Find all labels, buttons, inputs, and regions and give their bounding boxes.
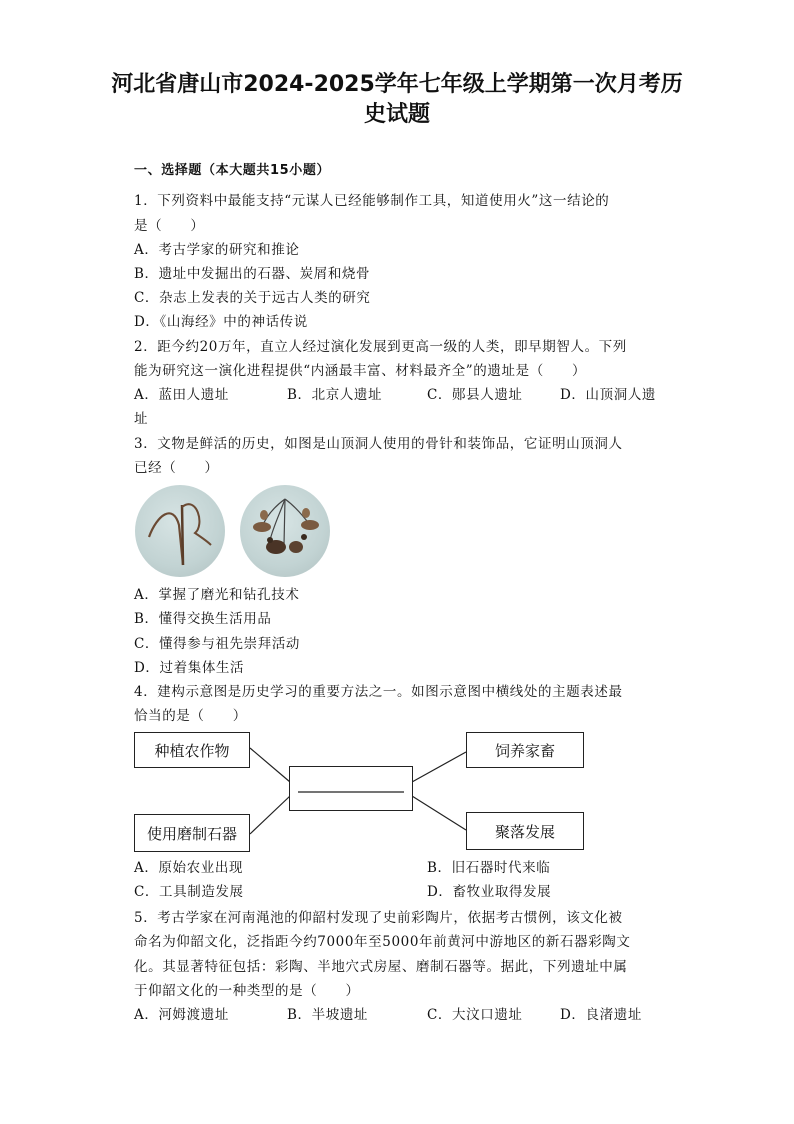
q2-option-c: C．郧县人遗址 bbox=[427, 387, 523, 403]
q2-stem-line1: 2．距今约20万年，直立人经过演化发展到更高一级的人类，即早期智人。下列 bbox=[134, 339, 627, 355]
concept-diagram bbox=[134, 730, 594, 855]
q4-option-a: A．原始农业出现 bbox=[134, 860, 244, 876]
diagram-center-blank-box bbox=[289, 766, 413, 811]
q3-stem-line2: 已经（ ） bbox=[134, 460, 219, 476]
bone-needle-icon bbox=[135, 485, 225, 577]
q1-option-c: C．杂志上发表的关于远古人类的研究 bbox=[134, 290, 371, 306]
q4-option-b: B．旧石器时代来临 bbox=[427, 860, 551, 876]
q4-stem-line2: 恰当的是（ ） bbox=[134, 708, 247, 724]
q4-option-c: C．工具制造发展 bbox=[134, 884, 244, 900]
q3-option-b: B．懂得交换生活用品 bbox=[134, 611, 272, 627]
q3-stem-line1: 3．文物是鲜活的历史，如图是山顶洞人使用的骨针和装饰品，它证明山顶洞人 bbox=[134, 436, 623, 452]
exam-title-line1: 河北省唐山市2024-2025学年七年级上学期第一次月考历 bbox=[111, 72, 683, 97]
q2-option-d-wrap: 址 bbox=[134, 411, 149, 427]
q1-stem-line1: 1．下列资料中最能支持“元谋人已经能够制作工具，知道使用火”这一结论的 bbox=[134, 193, 610, 209]
q5-stem-line3: 化。其显著特征包括：彩陶、半地穴式房屋、磨制石器等。据此，下列遗址中属 bbox=[134, 959, 628, 975]
diagram-box-bottom-left: 使用磨制石器 bbox=[134, 814, 250, 852]
q5-stem-line4: 于仰韶文化的一种类型的是（ ） bbox=[134, 983, 360, 999]
q1-stem-line2: 是（ ） bbox=[134, 218, 205, 234]
ornament-image bbox=[240, 485, 330, 577]
q1-option-d: D．《山海经》中的神话传说 bbox=[134, 314, 308, 330]
section-heading: 一、选择题（本大题共15小题） bbox=[134, 163, 331, 178]
q5-stem-line1: 5．考古学家在河南渑池的仰韶村发现了史前彩陶片，依据考古惯例，该文化被 bbox=[134, 910, 623, 926]
q2-stem-line2: 能为研究这一演化进程提供“内涵最丰富、材料最齐全”的遗址是（ ） bbox=[134, 363, 587, 379]
diagram-box-top-right: 饲养家畜 bbox=[466, 732, 584, 768]
q4-option-d: D．畜牧业取得发展 bbox=[427, 884, 552, 900]
q1-option-a: A．考古学家的研究和推论 bbox=[134, 242, 300, 258]
q5-option-b: B．半坡遗址 bbox=[287, 1007, 369, 1023]
bone-needle-image bbox=[135, 485, 225, 577]
diagram-box-top-left: 种植农作物 bbox=[134, 732, 250, 768]
q5-option-d: D．良渚遗址 bbox=[560, 1007, 642, 1023]
q5-option-a: A．河姆渡遗址 bbox=[134, 1007, 229, 1023]
exam-title-line2: 史试题 bbox=[363, 102, 430, 127]
q3-option-a: A．掌握了磨光和钻孔技术 bbox=[134, 587, 300, 603]
q2-option-b: B．北京人遗址 bbox=[287, 387, 383, 403]
ornament-necklace-icon bbox=[240, 485, 330, 577]
q2-option-d: D．山顶洞人遗 bbox=[560, 387, 657, 403]
diagram-box-bottom-right: 聚落发展 bbox=[466, 812, 584, 850]
q4-stem-line1: 4．建构示意图是历史学习的重要方法之一。如图示意图中横线处的主题表述最 bbox=[134, 684, 623, 700]
q5-option-c: C．大汶口遗址 bbox=[427, 1007, 523, 1023]
q3-option-c: C．懂得参与祖先崇拜活动 bbox=[134, 636, 301, 652]
q3-option-d: D．过着集体生活 bbox=[134, 660, 245, 676]
q1-option-b: B．遗址中发掘出的石器、炭屑和烧骨 bbox=[134, 266, 371, 282]
q5-stem-line2: 命名为仰韶文化，泛指距今约7000年至5000年前黄河中游地区的新石器彩陶文 bbox=[134, 934, 631, 950]
q2-option-a: A．蓝田人遗址 bbox=[134, 387, 229, 403]
